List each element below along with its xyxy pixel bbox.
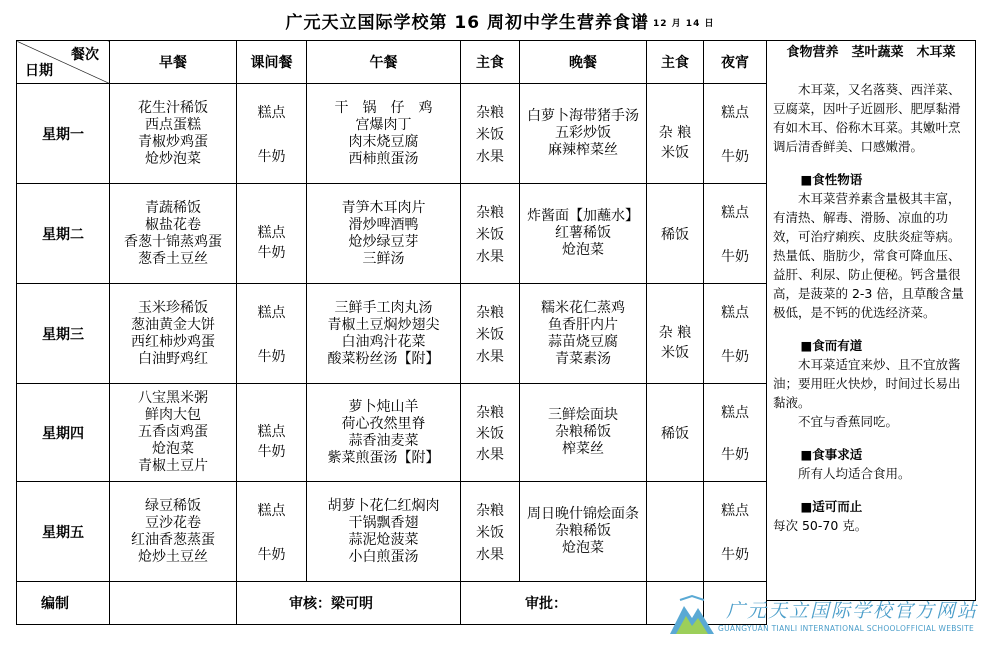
staple-cell-item: 米饭 [476,126,504,143]
break-meal-cell [237,384,307,482]
dinner-cell-item: 炸酱面【加蘸水】 [527,208,639,224]
dinner-cell-item: 鱼香肝内片 [548,316,618,333]
dinner-cell-item: 红薯稀饭 [555,225,611,241]
break-meal-cell [237,284,307,384]
lunch-cell-item: 宫爆肉丁 [355,116,412,133]
school-logo [668,594,988,640]
break-meal-cell [237,184,307,284]
night-snack-cell-item: 糕点 [721,304,749,321]
table-row [17,384,767,482]
night-snack-cell-item: 糕点 [721,404,749,421]
header-row [17,41,767,84]
breakfast-cell-item: 青椒炒鸡蛋 [138,133,208,150]
col-staple: 主食 [461,41,520,84]
staple-cell-item: 水果 [476,446,504,463]
approver-label: 审批： [525,596,567,612]
breakfast-cell-item: 白油野鸡红 [138,350,208,367]
logo-english-text: GUANGYUAN TIANLI INTERNATIONAL SCHOOLOFFICIAL WEBSITE [718,624,975,633]
night-snack-cell-item: 糕点 [721,104,749,121]
staple-cell-item: 米饭 [476,326,504,343]
dinner-staple-cell [647,384,704,482]
staple-cell-item: 杂粮 [476,104,504,121]
dinner-staple-cell [647,184,704,284]
corner-cell [17,41,110,84]
lunch-cell-item: 炝炒绿豆芽 [348,233,419,250]
night-snack-cell-item: 牛奶 [721,148,749,165]
staple-cell [461,482,520,582]
staple-cell-item: 水果 [476,546,504,563]
breakfast-cell [110,482,237,582]
dinner-cell-item: 白萝卜海带猪手汤 [527,108,639,124]
staple-cell-item: 米饭 [476,226,504,243]
day-cell: 星期一 [17,84,110,184]
col-dinner: 晚餐 [520,41,647,84]
mountain-logo-icon [668,594,716,638]
table-row [17,84,767,184]
title-text: 广元天立国际学校第 16 周初中学生营养食谱 [285,13,650,33]
breakfast-cell-item: 西点蛋糕 [145,116,201,133]
nutrition-section-text: 木耳菜营养素含量极其丰富，有清热、解毒、滑肠、凉血的功效，可治疗痢疾、皮肤炎症等病。热量低、脂肪少，常食可降血压、益肝、利尿、防止便秘。钙含量很高，是菠菜的 2-3 倍，且草酸含量极低，是不钙的优选经济菜。 [773,191,964,320]
page-title [0,8,1000,33]
break-meal-cell [237,84,307,184]
lunch-cell-item: 三鲜手工肉丸汤 [334,299,433,316]
dinner-cell-item: 五彩炒饭 [555,125,611,141]
lunch-cell-item: 西柿煎蛋汤 [348,150,419,167]
staple-cell-item: 杂粮 [476,204,504,221]
dinner-staple-cell-item: 杂 粮 [658,124,692,141]
lunch-cell-item: 紫菜煎蛋汤【附】 [327,449,440,466]
logo-chinese-text: 广元天立国际学校官方网站 [726,600,979,622]
breakfast-cell-item: 花生汁稀饭 [138,99,208,116]
breakfast-cell-item: 青椒土豆片 [138,458,208,474]
title-date: 12 月 14 日 [653,19,715,29]
nutrition-section-title: ■食而有道 [800,338,863,353]
dinner-cell-item: 麻辣榨菜丝 [548,142,618,158]
breakfast-cell-item: 葱油黄金大饼 [131,316,215,333]
dinner-cell-item: 三鲜烩面块 [548,407,618,423]
meal-label: 餐次 [71,47,99,63]
breakfast-cell [110,384,237,482]
night-snack-cell [704,184,767,284]
break-meal-cell-item: 牛奶 [257,348,286,365]
lunch-cell [307,184,461,284]
breakfast-cell-item: 椒盐花卷 [145,216,201,233]
night-snack-cell-item: 糕点 [721,502,749,519]
dinner-cell-item: 糯米花仁蒸鸡 [541,299,625,316]
break-meal-cell-item: 糕点 [257,304,286,321]
lunch-cell [307,482,461,582]
dinner-staple-cell-item: 米饭 [661,144,689,161]
staple-cell-item: 杂粮 [476,304,504,321]
col-breakfast: 早餐 [110,41,237,84]
dinner-cell-item: 青菜素汤 [555,350,611,367]
dinner-cell-item: 杂粮稀饭 [555,424,611,440]
breakfast-cell-item: 西红柿炒鸡蛋 [131,333,215,350]
table-row [17,284,767,384]
break-meal-cell-item: 牛奶 [257,148,286,165]
day-cell: 星期五 [17,482,110,582]
breakfast-cell-item: 炝泡菜 [152,441,194,457]
menu-table [16,40,767,625]
lunch-cell-item: 胡萝卜花仁红焖肉 [327,497,440,514]
lunch-cell-item: 萝卜炖山羊 [348,398,419,415]
col-dinner-staple: 主食 [647,41,704,84]
dinner-cell-item: 炝泡菜 [562,540,604,556]
lunch-cell [307,84,461,184]
break-meal-cell-item: 糕点 [257,104,286,121]
night-snack-cell-item: 牛奶 [721,546,749,563]
night-snack-cell [704,482,767,582]
staple-cell-item: 水果 [476,348,504,365]
dinner-staple-cell-item: 杂 粮 [658,324,692,341]
break-meal-cell-item: 糕点 [257,423,286,440]
lunch-cell-item: 干锅飘香翅 [348,514,419,531]
breakfast-cell-item: 玉米珍稀饭 [138,299,208,316]
staple-cell-item: 米饭 [476,524,504,541]
dinner-cell-item: 蒜苗烧豆腐 [548,333,618,350]
col-night-snack: 夜宵 [704,41,767,84]
night-snack-cell-item: 糕点 [721,204,749,221]
dinner-cell [520,184,647,284]
dinner-staple-cell-item: 稀饭 [661,425,689,442]
breakfast-cell-item: 八宝黑米粥 [138,390,208,406]
breakfast-cell-item: 五香卤鸡蛋 [138,424,208,440]
lunch-cell-item: 滑炒啤酒鸭 [348,216,419,233]
dinner-staple-cell [647,482,704,582]
lunch-cell-item: 小白煎蛋汤 [348,548,419,565]
dinner-staple-cell-item: 米饭 [661,344,689,361]
lunch-cell-item: 三鲜汤 [362,250,405,267]
staple-cell-item: 水果 [476,248,504,265]
breakfast-cell-item: 鲜肉大包 [145,407,201,423]
dinner-cell [520,84,647,184]
lunch-cell-item: 荷心孜然里脊 [341,415,426,432]
break-meal-cell-item: 牛奶 [257,443,286,460]
staple-cell [461,384,520,482]
nutrition-intro: 木耳菜，又名落葵、西洋菜、豆腐菜，因叶子近圆形、肥厚黏滑有如木耳、俗称木耳菜。其嫩叶烹调后清香鲜美、口感嫩滑。 [773,82,961,154]
break-meal-cell-item: 糕点 [257,502,286,519]
nutrition-section-text: 所有人均适合食用。 [798,466,911,481]
night-snack-cell [704,284,767,384]
lunch-cell-item: 肉末烧豆腐 [348,133,419,150]
break-meal-cell-item: 牛奶 [257,244,286,261]
staple-cell-item: 米饭 [476,425,504,442]
table-row [17,482,767,582]
breakfast-cell-item: 香葱十锦蒸鸡蛋 [124,233,222,250]
breakfast-cell [110,284,237,384]
dinner-cell [520,384,647,482]
breakfast-cell-item: 青蔬稀饭 [145,199,201,216]
nutrition-section-title: ■食性物语 [800,172,863,187]
night-snack-cell-item: 牛奶 [721,446,749,463]
staple-cell-item: 杂粮 [476,502,504,519]
lunch-cell-item: 蒜香油麦菜 [348,432,419,449]
dinner-cell [520,482,647,582]
dinner-cell-item: 杂粮稀饭 [555,523,611,539]
lunch-cell-item: 酸菜粉丝汤【附】 [327,350,440,367]
breakfast-cell-item: 绿豆稀饭 [145,497,201,514]
lunch-cell-item: 干 锅 仔 鸡 [334,99,433,116]
lunch-cell-item: 蒜泥炝菠菜 [348,531,419,548]
date-label: 日期 [25,63,53,79]
staple-cell [461,84,520,184]
nutrition-section-title: ■适可而止 [800,499,863,514]
breakfast-cell-item: 葱香土豆丝 [138,250,208,267]
lunch-cell-item: 青笋木耳肉片 [341,199,426,216]
day-cell: 星期二 [17,184,110,284]
dinner-staple-cell [647,284,704,384]
breakfast-cell-item: 红油香葱蒸蛋 [131,531,215,548]
break-meal-cell [237,482,307,582]
dinner-cell-item: 炝泡菜 [562,242,604,258]
day-cell: 星期三 [17,284,110,384]
breakfast-cell-item: 豆沙花卷 [145,514,201,531]
dinner-cell-item: 榨菜丝 [562,441,604,457]
footer-row [17,582,767,625]
dinner-cell-item: 周日晚什锦烩面条 [527,506,639,522]
col-lunch: 午餐 [307,41,461,84]
nutrition-section-title: ■食事求适 [800,447,863,462]
night-snack-cell [704,84,767,184]
day-cell: 星期四 [17,384,110,482]
nutrition-panel [766,40,976,601]
dinner-cell [520,284,647,384]
break-meal-cell-item: 糕点 [257,224,286,241]
breakfast-cell-item: 炝炒泡菜 [145,150,201,167]
night-snack-cell-item: 牛奶 [721,348,749,365]
col-break-meal: 课间餐 [237,41,307,84]
dinner-staple-cell-item: 稀饭 [661,226,689,243]
staple-cell-item: 杂粮 [476,404,504,421]
table-row [17,184,767,284]
dinner-staple-cell [647,84,704,184]
lunch-cell-item: 白油鸡汁花菜 [341,333,426,350]
breakfast-cell [110,84,237,184]
lunch-cell-item: 青椒土豆焖炒翅尖 [327,316,440,333]
nutrition-tail: 每次 50-70 克。 [773,518,868,533]
nutrition-header: 食物营养 茎叶蔬菜 木耳菜 [786,45,956,60]
lunch-cell [307,284,461,384]
break-meal-cell-item: 牛奶 [257,546,286,563]
staple-cell [461,184,520,284]
breakfast-cell [110,184,237,284]
staple-cell [461,284,520,384]
editor-label: 编制 [41,596,69,612]
nutrition-section-text: 不宜与香蕉同吃。 [798,414,899,429]
night-snack-cell-item: 牛奶 [721,248,749,265]
nutrition-section-text: 木耳菜适宜来炒、且不宜放酱油；要用旺火快炒，时间过长易出黏液。 [773,357,961,410]
reviewer-label: 审核：梁可明 [289,596,373,612]
night-snack-cell [704,384,767,482]
breakfast-cell-item: 炝炒土豆丝 [138,548,208,565]
staple-cell-item: 水果 [476,148,504,165]
lunch-cell [307,384,461,482]
